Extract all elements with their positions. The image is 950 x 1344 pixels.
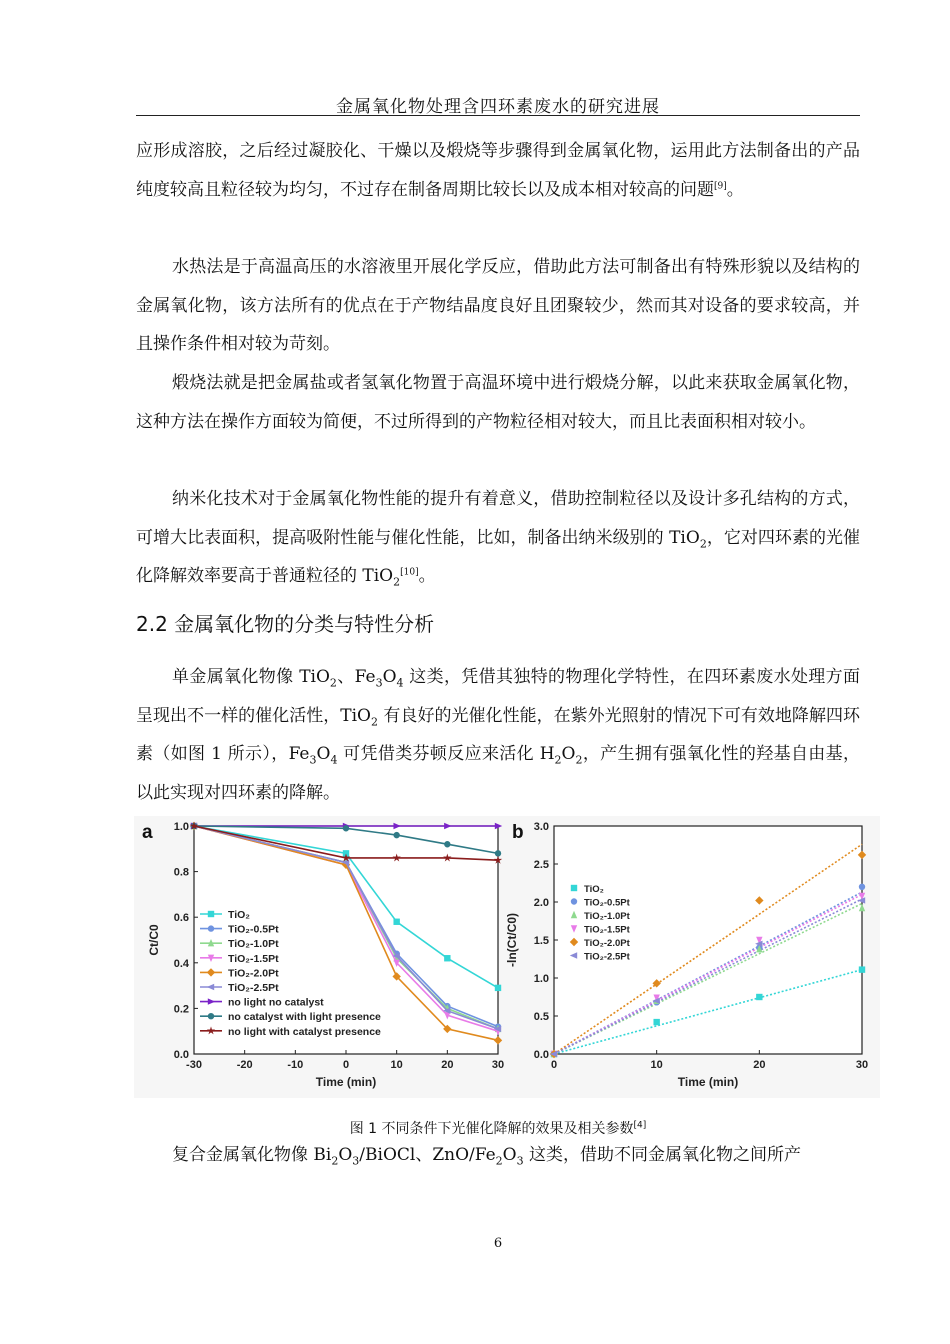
data-point (756, 994, 762, 1000)
paragraph-single-metal-oxides: 单金属氧化物像 TiO$_2$、$Fe_3O_4$ 这类，凭借其独特的物理化学特性，在四环素废水处理方面呈现出不一样的催化活性，TiO$_2$ 有良好的光催化性能，在紫外光照射的情况下可有效地降解四环素（如图 1 所示），$Fe_3O_4$ 可凭借类芬顿反应来活化 $H_2O_2$，产生拥有强氧化性的羟基自由基，以此实现对四环素的降解。 (136, 667, 860, 803)
x-tick-label: 20 (441, 1059, 454, 1071)
figure-1-charts (134, 816, 880, 1098)
chart-panel-a (142, 821, 504, 1089)
legend-label: TiO₂-2.0Pt (584, 938, 630, 949)
paragraph-nanotech: 纳米化技术对于金属氧化物性能的提升有着意义，借助控制粒径以及设计多孔结构的方式，可增大比表面积，提高吸附性能与催化性能，比如，制备出纳米级别的 TiO$_2$，它对四环素的光催化降解效率要高于普通粒径的 TiO$_2$[10]。 (136, 489, 861, 589)
legend-label: TiO₂-2.5Pt (584, 951, 630, 963)
x-tick-label: -10 (287, 1059, 304, 1071)
y-tick-label: 0.8 (173, 866, 189, 879)
header-rule (136, 115, 860, 116)
y-tick-label: 0.5 (533, 1011, 549, 1023)
y-axis-title: Ct/C0 (147, 924, 161, 956)
x-tick-label: -20 (236, 1059, 253, 1071)
data-point (444, 841, 450, 847)
y-tick-label: 0.4 (173, 957, 189, 970)
legend-label: TiO₂-2.5Pt (228, 982, 279, 994)
y-tick-label: 1.0 (173, 821, 189, 833)
legend-label: no light with catalyst presence (228, 1025, 381, 1038)
running-header: 金属氧化物处理含四环素废水的研究进展 (336, 97, 660, 117)
legend-label: TiO₂ (584, 884, 604, 895)
chart-panel-b (505, 821, 868, 1089)
legend-label: TiO₂ (228, 909, 250, 921)
legend-label: TiO₂-0.5Pt (584, 897, 630, 909)
x-axis-title: Time (min) (315, 1075, 377, 1089)
data-point (495, 985, 501, 991)
y-tick-label: 2.0 (533, 897, 549, 909)
legend-marker (208, 925, 214, 931)
y-tick-label: 1.5 (533, 935, 549, 947)
y-axis-title: -ln(Ct/C0) (505, 913, 519, 967)
x-tick-label: 30 (491, 1059, 505, 1071)
legend-label: TiO₂-1.5Pt (228, 952, 279, 965)
legend-label: TiO₂-1.0Pt (228, 938, 279, 951)
x-tick-label: 0 (550, 1059, 558, 1071)
citation-4[interactable]: [4] (633, 1120, 647, 1131)
legend-label: no light no catalyst (228, 996, 324, 1009)
legend-label: TiO₂-1.0Pt (584, 911, 630, 922)
legend-marker (208, 1013, 214, 1019)
data-point (444, 955, 450, 961)
data-point (343, 825, 349, 831)
paragraph-composite-metal-oxides: 复合金属氧化物像 $Bi_2O_3$/BiOCl、ZnO/$Fe_2O_3$ 这类，借助不同金属氧化物之间所产 (172, 1145, 802, 1168)
x-tick-label: 30 (855, 1059, 869, 1071)
y-tick-label: 0.2 (173, 1003, 189, 1016)
legend-label: TiO₂-0.5Pt (228, 923, 279, 936)
figure-1 (134, 816, 880, 1098)
y-tick-label: 3.0 (533, 821, 549, 833)
x-tick-label: 10 (650, 1059, 663, 1071)
x-tick-label: 20 (753, 1059, 766, 1071)
paragraph-calcination: 煅烧法就是把金属盐或者氢氧化物置于高温环境中进行煅烧分解，以此来获取金属氧化物，这种方法在操作方面较为简便，不过所得到的产物粒径相对较大，而且比表面积相对较小。 (136, 373, 860, 432)
panel-letter: a (142, 822, 153, 843)
section-heading-2-2: 2.2 金属氧化物的分类与特性分析 (136, 612, 435, 636)
y-tick-label: 0.6 (173, 912, 189, 925)
data-point (859, 966, 865, 972)
paragraph-sol-gel: 应形成溶胶，之后经过凝胶化、干燥以及煅烧等步骤得到金属氧化物，运用此方法制备出的产品纯度较高且粒径较为均匀，不过存在制备周期比较长以及成本相对较高的问题[9]。 (136, 141, 860, 200)
legend-marker (571, 898, 577, 904)
legend-label: no catalyst with light presence (228, 1011, 381, 1024)
data-point (495, 850, 501, 856)
legend-marker (571, 885, 577, 891)
y-tick-label: 1.0 (533, 973, 549, 985)
x-axis-title: Time (min) (677, 1075, 739, 1089)
y-tick-label: 0.0 (173, 1049, 189, 1061)
y-tick-label: 0.0 (533, 1049, 549, 1061)
panel-letter: b (512, 822, 524, 843)
data-point (393, 832, 399, 838)
data-point (859, 884, 865, 890)
paragraph-hydrothermal: 水热法是于高温高压的水溶液里开展化学反应，借助此方法可制备出有特殊形貌以及结构的金属氧化物，该方法所有的优点在于产物结晶度良好且团聚较少，然而其对设备的要求较高，并且操作条件相对较为苛刻。 (136, 257, 860, 354)
citation-10[interactable]: [10] (400, 567, 419, 578)
citation-9[interactable]: [9] (714, 180, 727, 191)
x-tick-label: 0 (342, 1059, 350, 1071)
data-point (653, 1019, 659, 1025)
x-tick-label: -30 (186, 1059, 202, 1071)
legend-label: TiO₂-1.5Pt (584, 924, 630, 936)
legend-marker (208, 911, 214, 917)
x-tick-label: 10 (390, 1059, 403, 1071)
figure-caption: 图 1 不同条件下光催化降解的效果及相关参数[4] (349, 1120, 647, 1137)
y-tick-label: 2.5 (533, 859, 549, 871)
page-number: 6 (493, 1236, 503, 1251)
legend-label: TiO₂-2.0Pt (228, 967, 279, 980)
data-point (393, 919, 399, 925)
